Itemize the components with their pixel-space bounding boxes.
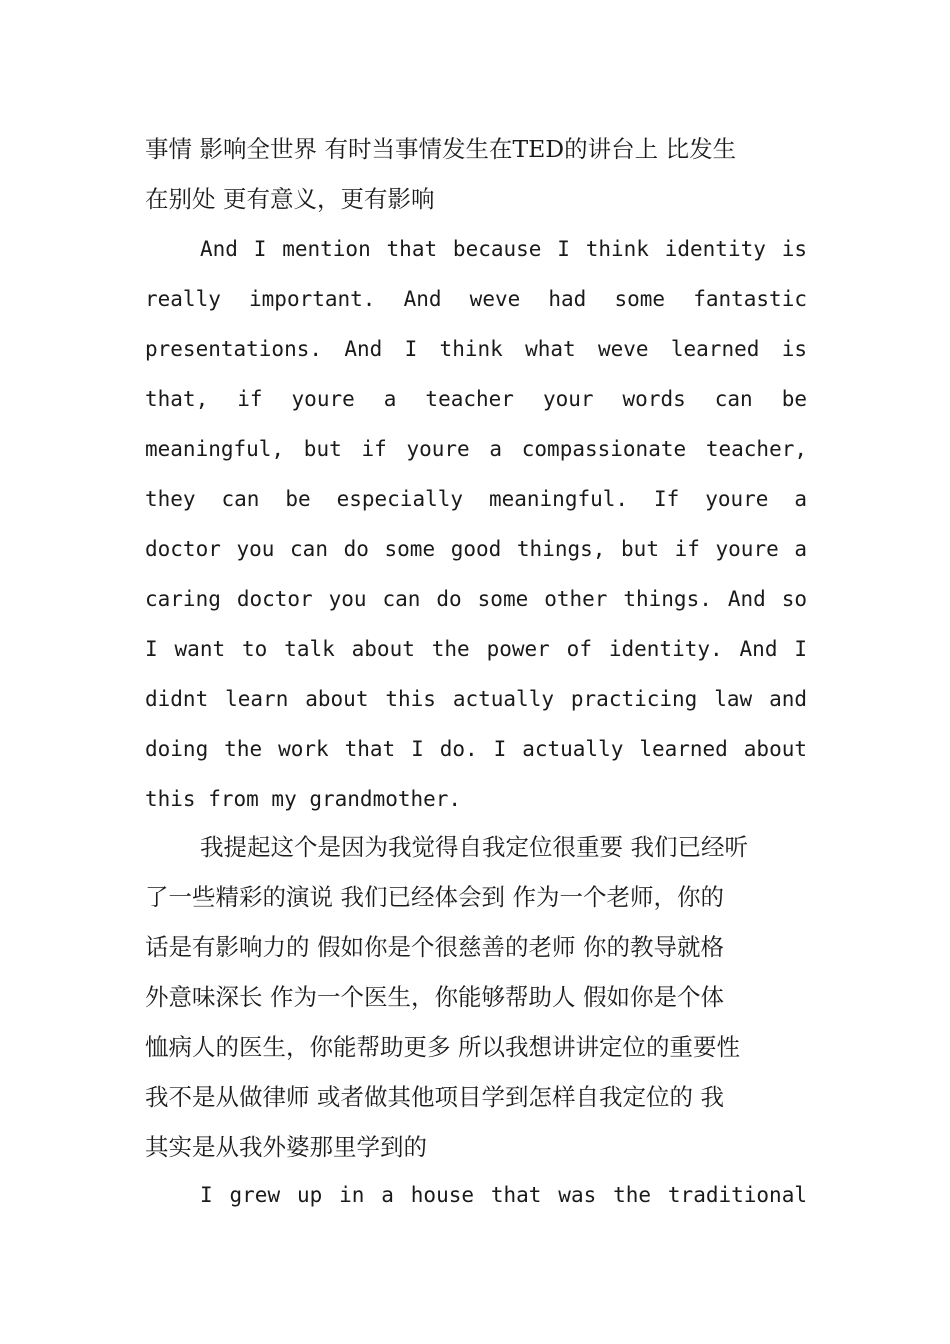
text-line: 恤病人的医生，你能帮助更多 所以我想讲讲定位的重要性 (145, 1033, 740, 1061)
text-line: doctor you can do some good things, but if youre a (145, 537, 807, 561)
text-line: 其实是从我外婆那里学到的 (145, 1133, 427, 1161)
text-line: meaningful, but if youre a compassionate teacher, (145, 437, 807, 461)
text-line: 我提起这个是因为我觉得自我定位很重要 我们已经听 (200, 833, 748, 861)
text-line: 我不是从做律师 或者做其他项目学到怎样自我定位的 我 (145, 1083, 724, 1111)
text-line: 外意味深长 作为一个医生，你能够帮助人 假如你是个体 (145, 983, 724, 1011)
text-line: caring doctor you can do some other things. And so (145, 587, 807, 611)
text-line: 在别处 更有意义，更有影响 (145, 185, 435, 213)
text-line: they can be especially meaningful. If youre a (145, 487, 807, 511)
paragraph-english-1 (145, 224, 807, 824)
text-line: didnt learn about this actually practicing law and (145, 687, 807, 711)
text-line: 事情 影响全世界 有时当事情发生在TED的讲台上 比发生 (145, 135, 737, 163)
text-line: that, if youre a teacher your words can be (145, 387, 807, 411)
text-line: doing the work that I do. I actually learned about (145, 737, 807, 761)
text-line: this from my grandmother. (145, 787, 462, 811)
paragraph-english-2 (145, 1170, 807, 1220)
text-line: presentations. And I think what weve learned is (145, 337, 807, 361)
paragraph-chinese-2 (145, 822, 807, 1172)
text-line: really important. And weve had some fantastic (145, 287, 807, 311)
text-line: And I mention that because I think identity is (200, 237, 807, 261)
text-line: 话是有影响力的 假如你是个很慈善的老师 你的教导就格 (145, 933, 724, 961)
paragraph-chinese-1 (145, 124, 807, 224)
text-line: I grew up in a house that was the traditional (200, 1183, 807, 1207)
text-line: 了一些精彩的演说 我们已经体会到 作为一个老师，你的 (145, 883, 724, 911)
text-line: I want to talk about the power of identity. And I (145, 637, 807, 661)
